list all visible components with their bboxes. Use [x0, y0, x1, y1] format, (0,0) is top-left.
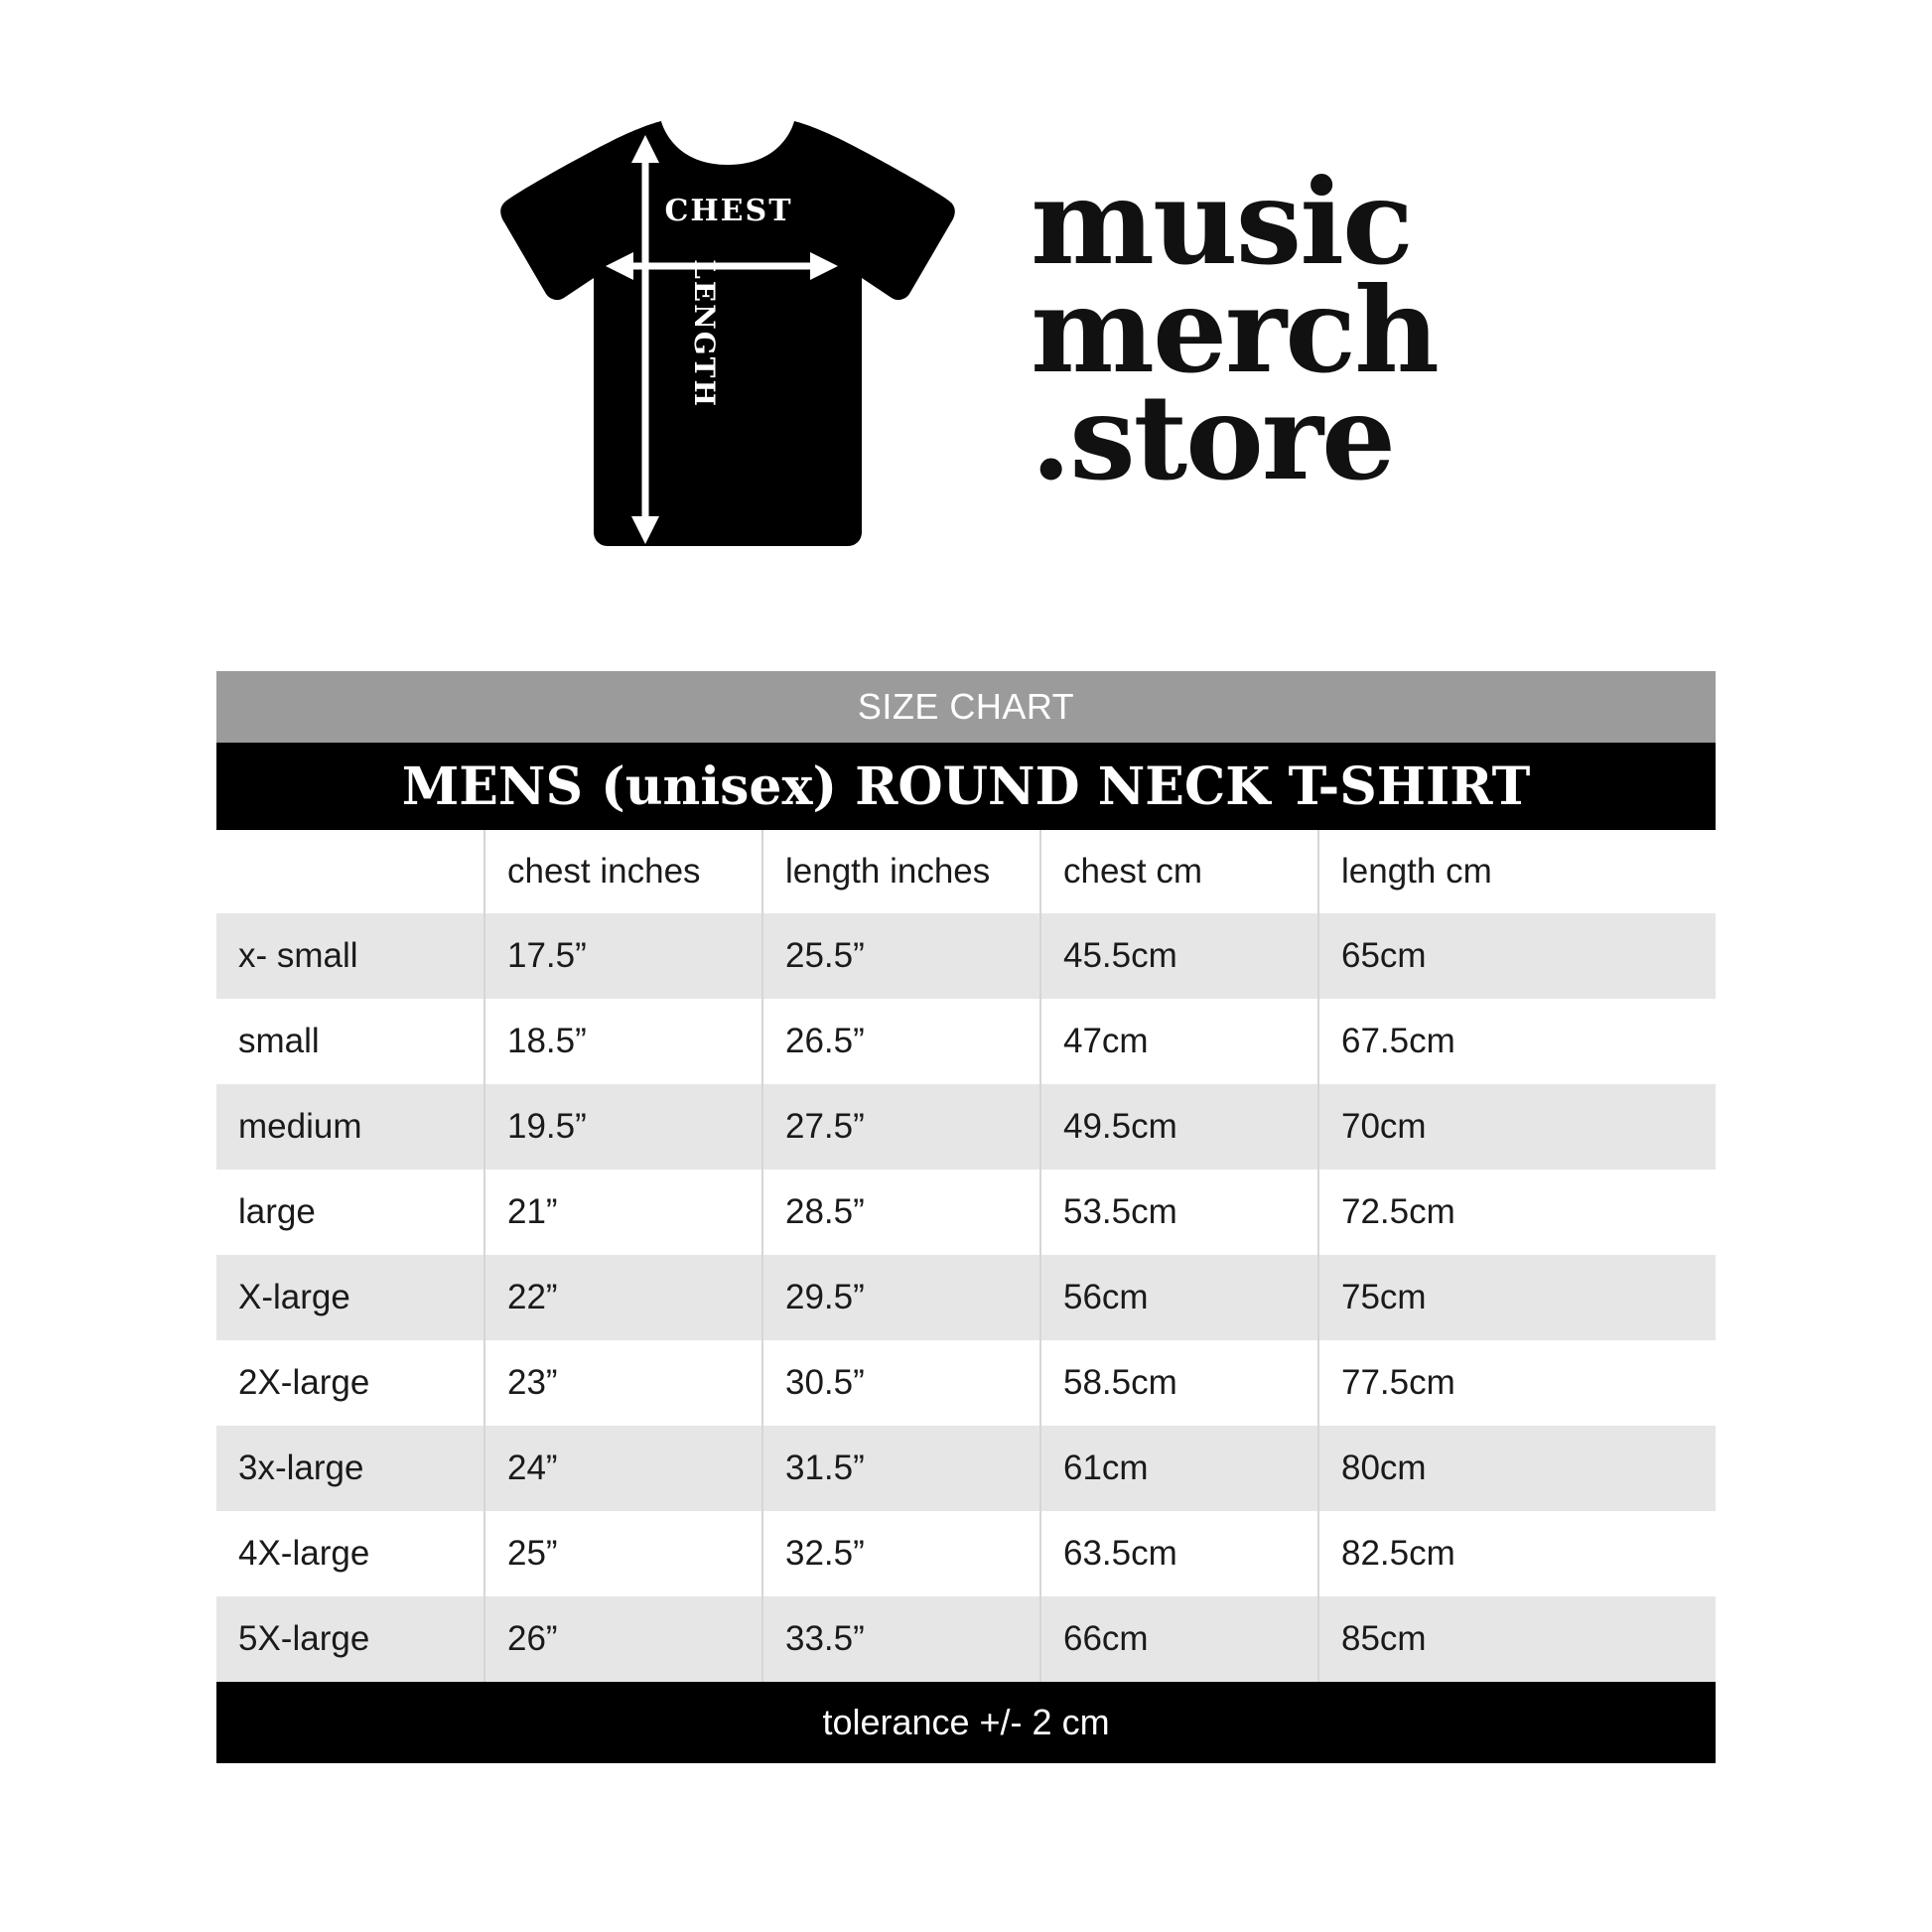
- brand-wordmark: [1031, 153, 1438, 507]
- product-title-row: [216, 743, 1716, 830]
- row-chest-inches: 18.5”: [484, 999, 762, 1084]
- row-length-inches: 30.5”: [762, 1340, 1040, 1426]
- table-row: [216, 913, 1716, 999]
- row-length-cm: 85cm: [1318, 1596, 1716, 1682]
- row-chest-cm: 53.5cm: [1040, 1170, 1318, 1255]
- row-length-cm: 75cm: [1318, 1255, 1716, 1340]
- row-length-cm: 72.5cm: [1318, 1170, 1716, 1255]
- row-length-inches: 27.5”: [762, 1084, 1040, 1170]
- row-chest-cm: 45.5cm: [1040, 913, 1318, 999]
- row-length-inches: 31.5”: [762, 1426, 1040, 1511]
- size-chart-band-title: SIZE CHART: [216, 671, 1716, 743]
- row-chest-cm: 49.5cm: [1040, 1084, 1318, 1170]
- table-row: [216, 1596, 1716, 1682]
- row-chest-inches: 22”: [484, 1255, 762, 1340]
- row-chest-inches: 25”: [484, 1511, 762, 1596]
- tolerance-row: [216, 1682, 1716, 1763]
- row-size: 3x-large: [216, 1426, 484, 1511]
- row-length-cm: 70cm: [1318, 1084, 1716, 1170]
- row-size: small: [216, 999, 484, 1084]
- row-chest-cm: 56cm: [1040, 1255, 1318, 1340]
- row-size: x- small: [216, 913, 484, 999]
- row-length-cm: 82.5cm: [1318, 1511, 1716, 1596]
- length-label: LENGTH: [688, 259, 722, 408]
- size-chart-table: [216, 671, 1716, 1763]
- row-chest-cm: 66cm: [1040, 1596, 1318, 1682]
- row-size: 5X-large: [216, 1596, 484, 1682]
- table-row: [216, 1426, 1716, 1511]
- row-chest-cm: 47cm: [1040, 999, 1318, 1084]
- row-length-cm: 65cm: [1318, 913, 1716, 999]
- table-row: [216, 1084, 1716, 1170]
- row-chest-inches: 24”: [484, 1426, 762, 1511]
- row-chest-inches: 21”: [484, 1170, 762, 1255]
- column-header-length-inches: length inches: [762, 830, 1040, 913]
- row-size: 2X-large: [216, 1340, 484, 1426]
- chest-label: CHEST: [664, 194, 793, 228]
- row-chest-inches: 26”: [484, 1596, 762, 1682]
- row-length-cm: 80cm: [1318, 1426, 1716, 1511]
- size-chart-band-row: [216, 671, 1716, 743]
- column-header-length-cm: length cm: [1318, 830, 1716, 913]
- table-row: [216, 1511, 1716, 1596]
- table-row: [216, 1170, 1716, 1255]
- tolerance-note: tolerance +/- 2 cm: [216, 1682, 1716, 1763]
- table-header-row: [216, 830, 1716, 913]
- brand-line-3: .store: [1031, 368, 1395, 507]
- row-size: 4X-large: [216, 1511, 484, 1596]
- header: [0, 89, 1932, 625]
- row-length-inches: 32.5”: [762, 1511, 1040, 1596]
- row-size: X-large: [216, 1255, 484, 1340]
- row-chest-inches: 23”: [484, 1340, 762, 1426]
- product-title: MENS (unisex) ROUND NECK T-SHIRT: [216, 743, 1716, 830]
- row-chest-cm: 63.5cm: [1040, 1511, 1318, 1596]
- row-length-inches: 33.5”: [762, 1596, 1040, 1682]
- brand-line-2: merch: [1031, 260, 1438, 399]
- row-chest-inches: 17.5”: [484, 913, 762, 999]
- row-length-inches: 26.5”: [762, 999, 1040, 1084]
- row-chest-cm: 61cm: [1040, 1426, 1318, 1511]
- row-size: medium: [216, 1084, 484, 1170]
- row-length-inches: 29.5”: [762, 1255, 1040, 1340]
- tshirt-measurement-diagram: [494, 99, 961, 556]
- table-row: [216, 1340, 1716, 1426]
- column-header-chest-cm: chest cm: [1040, 830, 1318, 913]
- column-header-chest-inches: chest inches: [484, 830, 762, 913]
- column-header-size: [216, 830, 484, 913]
- brand-line-1: music: [1031, 153, 1412, 291]
- row-length-cm: 77.5cm: [1318, 1340, 1716, 1426]
- table-row: [216, 1255, 1716, 1340]
- row-chest-inches: 19.5”: [484, 1084, 762, 1170]
- table-row: [216, 999, 1716, 1084]
- row-size: large: [216, 1170, 484, 1255]
- row-length-inches: 28.5”: [762, 1170, 1040, 1255]
- row-length-inches: 25.5”: [762, 913, 1040, 999]
- row-length-cm: 67.5cm: [1318, 999, 1716, 1084]
- row-chest-cm: 58.5cm: [1040, 1340, 1318, 1426]
